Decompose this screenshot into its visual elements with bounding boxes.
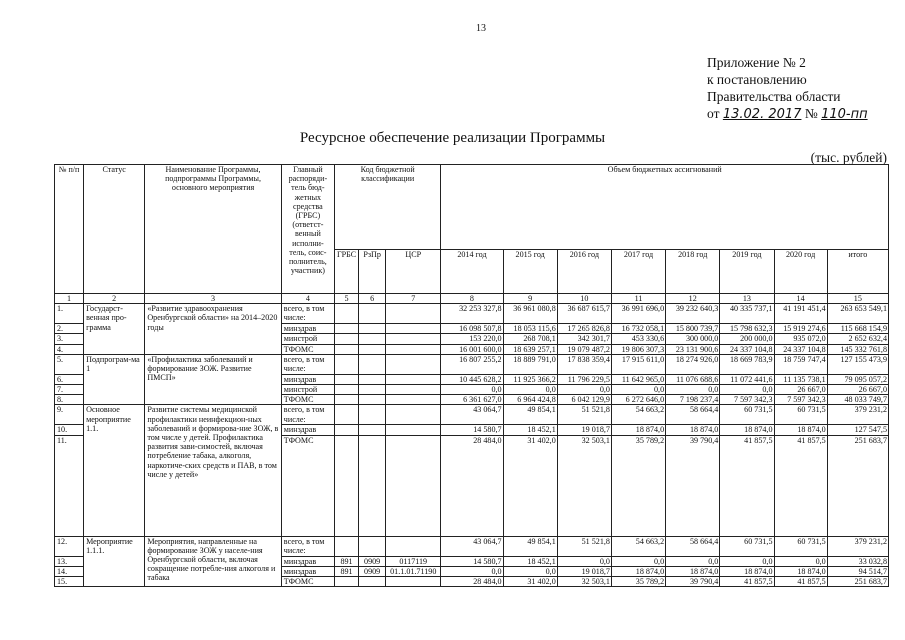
row-status: Государст-венная про-грамма xyxy=(84,304,145,355)
row-value: 35 789,2 xyxy=(611,435,665,536)
column-index: 1 xyxy=(55,294,84,304)
row-grbs-code xyxy=(334,344,358,354)
row-number: 10. xyxy=(55,425,84,435)
row-value: 0,0 xyxy=(611,556,665,566)
row-value: 18 874,0 xyxy=(720,425,774,435)
header-year: 2014 год xyxy=(441,249,503,293)
row-value: 39 790,4 xyxy=(666,577,720,587)
row-grbs-code xyxy=(334,385,358,395)
row-grbs: минстрой xyxy=(281,334,334,344)
row-value: 32 253 327,8 xyxy=(441,304,503,324)
row-number: 8. xyxy=(55,395,84,405)
row-rzpr: 0909 xyxy=(359,556,386,566)
header-year: 2020 год xyxy=(774,249,827,293)
row-rzpr xyxy=(359,304,386,324)
row-csr xyxy=(386,425,441,435)
row-value: 16 807 255,2 xyxy=(441,354,503,374)
header-num: № п/п xyxy=(55,165,84,294)
row-value: 7 198 237,4 xyxy=(666,395,720,405)
row-value: 0,0 xyxy=(503,566,557,576)
row-value: 7 597 342,3 xyxy=(774,395,827,405)
row-value: 18 669 783,9 xyxy=(720,354,774,374)
row-number: 15. xyxy=(55,577,84,587)
appendix-line-2: к постановлению xyxy=(707,72,807,87)
row-value: 11 796 229,5 xyxy=(557,374,611,384)
row-total: 251 683,7 xyxy=(827,435,888,536)
row-value: 6 272 646,0 xyxy=(611,395,665,405)
row-number: 9. xyxy=(55,405,84,425)
row-value: 60 731,5 xyxy=(774,536,827,556)
row-total: 263 653 549,1 xyxy=(827,304,888,324)
row-value: 17 915 611,0 xyxy=(611,354,665,374)
row-rzpr xyxy=(359,344,386,354)
row-value: 18 874,0 xyxy=(611,566,665,576)
row-grbs: ТФОМС xyxy=(281,344,334,354)
units-label: (тыс. рублей) xyxy=(810,150,887,165)
row-grbs: всего, в том числе: xyxy=(281,354,334,374)
row-value: 6 964 424,8 xyxy=(503,395,557,405)
row-csr: 01.1.01.71190 xyxy=(386,566,441,576)
row-grbs-code xyxy=(334,354,358,374)
row-value: 18 759 747,4 xyxy=(774,354,827,374)
row-value: 19 079 487,2 xyxy=(557,344,611,354)
row-value: 24 337 104,8 xyxy=(720,344,774,354)
row-value: 7 597 342,3 xyxy=(720,395,774,405)
appendix-line-3: Правительства области xyxy=(707,89,841,104)
row-total: 94 514,7 xyxy=(827,566,888,576)
row-value: 0,0 xyxy=(666,556,720,566)
row-csr xyxy=(386,395,441,405)
row-value: 14 580,7 xyxy=(441,425,503,435)
row-value: 11 135 738,1 xyxy=(774,374,827,384)
row-grbs: всего, в том числе: xyxy=(281,405,334,425)
row-value: 28 484,0 xyxy=(441,435,503,536)
column-index: 5 xyxy=(334,294,358,304)
row-value: 18 874,0 xyxy=(774,566,827,576)
row-value: 300 000,0 xyxy=(666,334,720,344)
row-value: 6 361 627,0 xyxy=(441,395,503,405)
column-index: 10 xyxy=(557,294,611,304)
row-total: 127 155 473,9 xyxy=(827,354,888,374)
header-year: 2018 год xyxy=(666,249,720,293)
row-value: 11 072 441,6 xyxy=(720,374,774,384)
row-status: Мероприятие 1.1.1. xyxy=(84,536,145,587)
row-value: 0,0 xyxy=(557,556,611,566)
row-value: 31 402,0 xyxy=(503,577,557,587)
row-value: 0,0 xyxy=(666,385,720,395)
row-grbs-code xyxy=(334,395,358,405)
row-grbs: минздрав xyxy=(281,425,334,435)
row-grbs-code xyxy=(334,334,358,344)
row-total: 79 095 057,2 xyxy=(827,374,888,384)
row-value: 200 000,0 xyxy=(720,334,774,344)
row-name: «Развитие здравоохранения Оренбургской области» на 2014–2020 годы xyxy=(145,304,281,355)
row-csr: 0117119 xyxy=(386,556,441,566)
row-value: 19 806 307,3 xyxy=(611,344,665,354)
row-total: 33 032,8 xyxy=(827,556,888,566)
column-index: 6 xyxy=(359,294,386,304)
row-value: 43 064,7 xyxy=(441,536,503,556)
row-value: 0,0 xyxy=(441,385,503,395)
row-grbs-code xyxy=(334,536,358,556)
row-status: Подпрограм-ма 1 xyxy=(84,354,145,405)
header-rzpr: РзПр xyxy=(359,249,386,293)
row-value: 18 874,0 xyxy=(666,566,720,576)
row-number: 6. xyxy=(55,374,84,384)
appendix-line-1: Приложение № 2 xyxy=(707,55,806,70)
row-value: 54 663,2 xyxy=(611,536,665,556)
row-grbs: всего, в том числе: xyxy=(281,304,334,324)
row-value: 60 731,5 xyxy=(774,405,827,425)
row-value: 43 064,7 xyxy=(441,405,503,425)
row-csr xyxy=(386,344,441,354)
row-grbs: минздрав xyxy=(281,374,334,384)
row-rzpr xyxy=(359,577,386,587)
row-value: 41 191 451,4 xyxy=(774,304,827,324)
row-value: 58 664,4 xyxy=(666,405,720,425)
row-rzpr xyxy=(359,385,386,395)
row-value: 19 018,7 xyxy=(557,566,611,576)
header-budget-code: Код бюджетной классификации xyxy=(334,165,440,250)
row-csr xyxy=(386,536,441,556)
row-value: 18 452,1 xyxy=(503,556,557,566)
row-value: 24 337 104,8 xyxy=(774,344,827,354)
row-value: 342 301,7 xyxy=(557,334,611,344)
row-value: 41 857,5 xyxy=(720,577,774,587)
row-grbs-code xyxy=(334,324,358,334)
column-index: 14 xyxy=(774,294,827,304)
row-grbs-code: 891 xyxy=(334,556,358,566)
row-rzpr xyxy=(359,354,386,374)
row-value: 14 580,7 xyxy=(441,556,503,566)
header-name: Наименование Программы, подпрограммы Программы, основного мероприятия xyxy=(145,165,281,294)
row-value: 58 664,4 xyxy=(666,536,720,556)
column-index-row xyxy=(55,294,889,304)
appendix-date-line xyxy=(707,105,868,123)
row-value: 39 790,4 xyxy=(666,435,720,536)
row-value: 18 874,0 xyxy=(774,425,827,435)
column-index: 13 xyxy=(720,294,774,304)
page-number: 13 xyxy=(476,23,486,34)
row-csr xyxy=(386,577,441,587)
row-value: 453 330,6 xyxy=(611,334,665,344)
row-number: 7. xyxy=(55,385,84,395)
row-number: 14. xyxy=(55,566,84,576)
row-value: 35 789,2 xyxy=(611,577,665,587)
column-index: 7 xyxy=(386,294,441,304)
row-value: 36 687 615,7 xyxy=(557,304,611,324)
row-number: 12. xyxy=(55,536,84,556)
row-value: 10 445 628,2 xyxy=(441,374,503,384)
table-row xyxy=(55,304,889,324)
row-value: 41 857,5 xyxy=(774,435,827,536)
row-csr xyxy=(386,385,441,395)
row-grbs: всего, в том числе: xyxy=(281,536,334,556)
row-rzpr xyxy=(359,536,386,556)
row-total: 2 652 632,4 xyxy=(827,334,888,344)
row-csr xyxy=(386,324,441,334)
row-rzpr xyxy=(359,395,386,405)
appendix-block xyxy=(707,54,868,123)
row-value: 11 925 366,2 xyxy=(503,374,557,384)
column-index: 15 xyxy=(827,294,888,304)
header-volume: Объем бюджетных ассигнований xyxy=(441,165,889,250)
row-grbs: минстрой xyxy=(281,385,334,395)
row-value: 268 708,1 xyxy=(503,334,557,344)
row-number: 11. xyxy=(55,435,84,536)
row-total: 379 231,2 xyxy=(827,405,888,425)
row-value: 41 857,5 xyxy=(720,435,774,536)
row-number: 3. xyxy=(55,334,84,344)
row-grbs: ТФОМС xyxy=(281,395,334,405)
row-grbs: минздрав xyxy=(281,324,334,334)
row-value: 18 889 791,0 xyxy=(503,354,557,374)
row-value: 60 731,5 xyxy=(720,536,774,556)
row-csr xyxy=(386,334,441,344)
row-total: 379 231,2 xyxy=(827,536,888,556)
column-index: 11 xyxy=(611,294,665,304)
row-grbs: ТФОМС xyxy=(281,435,334,536)
row-rzpr xyxy=(359,324,386,334)
row-value: 54 663,2 xyxy=(611,405,665,425)
table-row xyxy=(55,536,889,556)
row-number: 1. xyxy=(55,304,84,324)
row-value: 18 274 926,0 xyxy=(666,354,720,374)
row-value: 23 131 900,6 xyxy=(666,344,720,354)
row-number: 4. xyxy=(55,344,84,354)
header-grbs: Главный распоряди-тель бюд-жетных средства (ГРБС) (ответст-венный исполни-тель, соис-полнитель, участник) xyxy=(281,165,334,294)
row-rzpr xyxy=(359,334,386,344)
row-number: 13. xyxy=(55,556,84,566)
column-index: 3 xyxy=(145,294,281,304)
row-value: 16 001 600,0 xyxy=(441,344,503,354)
row-value: 153 220,0 xyxy=(441,334,503,344)
row-value: 60 731,5 xyxy=(720,405,774,425)
row-value: 15 798 632,3 xyxy=(720,324,774,334)
row-value: 16 098 507,8 xyxy=(441,324,503,334)
row-value: 39 232 640,3 xyxy=(666,304,720,324)
header-year: 2019 год xyxy=(720,249,774,293)
row-total: 115 668 154,9 xyxy=(827,324,888,334)
row-grbs-code xyxy=(334,405,358,425)
header-year: 2015 год xyxy=(503,249,557,293)
row-grbs: минздрав xyxy=(281,556,334,566)
row-name: «Профилактика заболеваний и формирование ЗОЖ. Развитие ПМСП» xyxy=(145,354,281,405)
row-value: 18 053 115,6 xyxy=(503,324,557,334)
header-status: Статус xyxy=(84,165,145,294)
row-total: 145 332 761,8 xyxy=(827,344,888,354)
row-value: 15 800 739,7 xyxy=(666,324,720,334)
resolution-number: 110-пп xyxy=(821,107,868,122)
row-number: 2. xyxy=(55,324,84,334)
date-prefix: от xyxy=(707,106,720,121)
column-index: 8 xyxy=(441,294,503,304)
row-value: 18 874,0 xyxy=(666,425,720,435)
row-grbs-code xyxy=(334,374,358,384)
row-grbs-code xyxy=(334,577,358,587)
resolution-date: 13.02. 2017 xyxy=(722,107,802,122)
table-row xyxy=(55,405,889,425)
row-grbs-code xyxy=(334,425,358,435)
resource-table xyxy=(54,164,889,587)
table-row xyxy=(55,354,889,374)
row-grbs: ТФОМС xyxy=(281,577,334,587)
row-grbs-code: 891 xyxy=(334,566,358,576)
document-title: Ресурсное обеспечение реализации Программы xyxy=(299,130,606,146)
header-grbs-code: ГРБС xyxy=(334,249,358,293)
row-value: 17 838 359,4 xyxy=(557,354,611,374)
row-value: 19 018,7 xyxy=(557,425,611,435)
column-index: 4 xyxy=(281,294,334,304)
row-csr xyxy=(386,405,441,425)
row-grbs-code xyxy=(334,304,358,324)
row-value: 0,0 xyxy=(720,385,774,395)
row-value: 41 857,5 xyxy=(774,577,827,587)
row-value: 28 484,0 xyxy=(441,577,503,587)
row-value: 17 265 826,8 xyxy=(557,324,611,334)
row-value: 0,0 xyxy=(774,556,827,566)
row-rzpr xyxy=(359,435,386,536)
row-value: 935 072,0 xyxy=(774,334,827,344)
row-value: 18 452,1 xyxy=(503,425,557,435)
row-value: 18 874,0 xyxy=(611,425,665,435)
row-rzpr xyxy=(359,405,386,425)
row-csr xyxy=(386,304,441,324)
row-total: 127 547,5 xyxy=(827,425,888,435)
row-value: 0,0 xyxy=(441,566,503,576)
row-value: 0,0 xyxy=(720,556,774,566)
row-value: 16 732 058,1 xyxy=(611,324,665,334)
row-value: 49 854,1 xyxy=(503,405,557,425)
row-csr xyxy=(386,354,441,374)
row-total: 251 683,7 xyxy=(827,577,888,587)
row-value: 15 919 274,6 xyxy=(774,324,827,334)
row-value: 0,0 xyxy=(611,385,665,395)
row-grbs-code xyxy=(334,435,358,536)
row-rzpr xyxy=(359,374,386,384)
header-total: итого xyxy=(827,249,888,293)
header-csr: ЦСР xyxy=(386,249,441,293)
row-value: 11 642 965,0 xyxy=(611,374,665,384)
row-value: 32 503,1 xyxy=(557,435,611,536)
row-total: 48 033 749,7 xyxy=(827,395,888,405)
row-value: 18 639 257,1 xyxy=(503,344,557,354)
row-csr xyxy=(386,435,441,536)
row-value: 18 874,0 xyxy=(720,566,774,576)
column-index: 2 xyxy=(84,294,145,304)
row-rzpr xyxy=(359,425,386,435)
column-index: 9 xyxy=(503,294,557,304)
row-value: 0,0 xyxy=(503,385,557,395)
row-value: 36 991 696,0 xyxy=(611,304,665,324)
row-value: 51 521,8 xyxy=(557,536,611,556)
row-value: 11 076 688,6 xyxy=(666,374,720,384)
row-value: 49 854,1 xyxy=(503,536,557,556)
row-value: 32 503,1 xyxy=(557,577,611,587)
row-name: Развитие системы медицинской профилактики неинфекцион-ных заболеваний и формирова-ние ЗОЖ, в том числе у детей. Профилактика развития зави-симостей, включая потребление табака, алкоголя, наркотиче-ских средств и ПАВ, в том числе у детей» xyxy=(145,405,281,536)
row-name: Мероприятия, направленные на формирование ЗОЖ у населе-ния Оренбургской области, включая сокращение потребле-ния алкоголя и табака xyxy=(145,536,281,587)
row-csr xyxy=(386,374,441,384)
row-value: 40 335 737,1 xyxy=(720,304,774,324)
row-total: 26 667,0 xyxy=(827,385,888,395)
row-value: 51 521,8 xyxy=(557,405,611,425)
row-rzpr: 0909 xyxy=(359,566,386,576)
row-value: 36 961 080,8 xyxy=(503,304,557,324)
row-value: 6 042 129,9 xyxy=(557,395,611,405)
row-value: 26 667,0 xyxy=(774,385,827,395)
row-value: 0,0 xyxy=(557,385,611,395)
table-body xyxy=(55,304,889,587)
number-prefix: № xyxy=(804,106,818,121)
column-index: 12 xyxy=(666,294,720,304)
row-status: Основное мероприятие 1.1. xyxy=(84,405,145,536)
header-year: 2016 год xyxy=(557,249,611,293)
row-grbs: минздрав xyxy=(281,566,334,576)
header-year: 2017 год xyxy=(611,249,665,293)
row-number: 5. xyxy=(55,354,84,374)
row-value: 31 402,0 xyxy=(503,435,557,536)
